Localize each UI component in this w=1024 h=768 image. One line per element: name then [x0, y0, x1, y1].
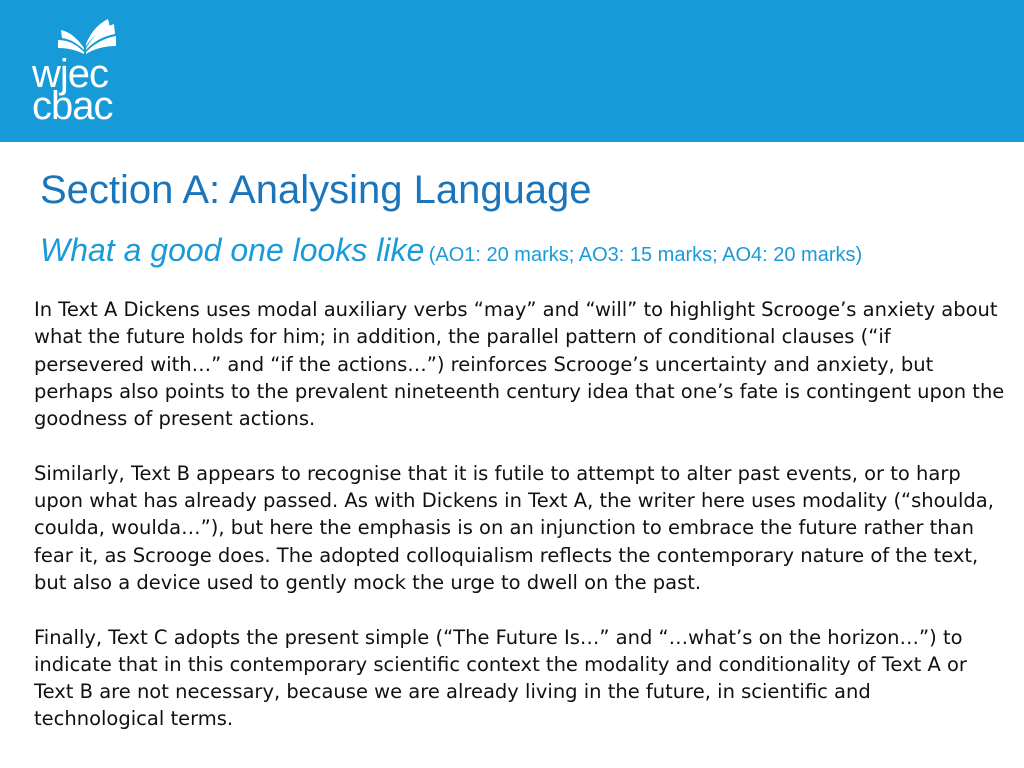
paragraph-text-b: Similarly, Text B appears to recognise that it is futile to attempt to alter past events, or to harp upon what has already passed. As with Dickens in Text A, the writer here uses modality (“shoulda, coulda, woulda…”), but here the emphasis is on an injunction to embrace the future rather than fear it, as Scrooge does. The adopted colloquialism reflects the contemporary nature of the text, but also a device used to gently mock the urge to dwell on the past. — [34, 461, 994, 594]
header-banner — [0, 0, 1024, 142]
subtitle-text: What a good one looks like — [40, 232, 425, 268]
logo-wordmark-bottom: cbac — [32, 84, 113, 128]
paragraph-text-a: In Text A Dickens uses modal auxiliary verbs “may” and “will” to highlight Scrooge’s anxiety about what the future holds for him; in addition, the parallel pattern of conditional clauses (“if persevered with…” and “if the actions…”) reinforces Scrooge’s uncertainty and anxiety, but perhaps also points to the prevalent nineteenth century idea that one’s fate is contingent upon the goodness of present actions. — [34, 298, 1005, 431]
page-subtitle — [40, 230, 862, 275]
model-answer — [34, 296, 1006, 733]
page-title: Section A: Analysing Language — [40, 168, 592, 212]
wjec-cbac-logo — [28, 18, 138, 128]
marks-allocation: (AO1: 20 marks; AO3: 15 marks; AO4: 20 marks) — [428, 244, 863, 266]
logo-wordmark-top: wjec — [32, 52, 109, 96]
paragraph-text-c: Finally, Text C adopts the present simple (“The Future Is…” and “…what’s on the horizon…”) to indicate that in this contemporary scientific context the modality and conditionality of Text A or Text B are not necessary, because we are already living in the future, in scientific and technological terms. — [34, 625, 967, 731]
